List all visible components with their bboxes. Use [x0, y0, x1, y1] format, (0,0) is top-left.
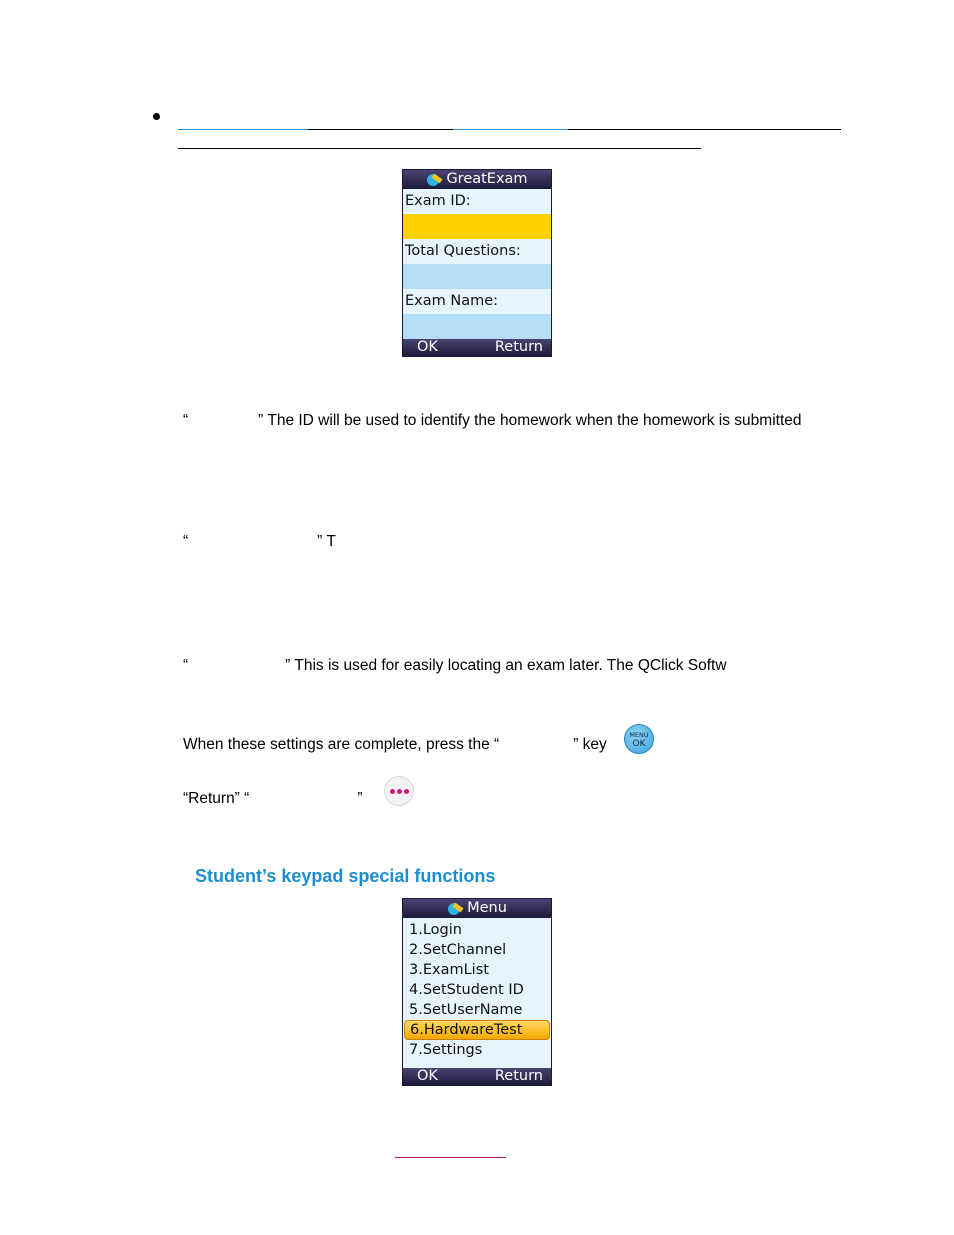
menu-item-setchannel[interactable]: 2.SetChannel: [409, 942, 507, 958]
exam-name-label: Exam Name:: [403, 289, 551, 314]
app-logo-icon: [426, 173, 442, 187]
app-logo-icon: [447, 902, 463, 916]
text-underline-3: [178, 148, 701, 149]
menu-key-label: MENU: [629, 731, 649, 739]
total-questions-label: Total Questions:: [403, 239, 551, 264]
exam-screen-footer: [403, 339, 551, 356]
ok-softkey[interactable]: OK: [417, 339, 438, 355]
paragraph-exam-id: [183, 412, 802, 430]
link-underline-2[interactable]: [453, 129, 568, 130]
menu-screen: [402, 898, 552, 1086]
exam-id-field[interactable]: [403, 214, 551, 239]
menu-screen-title: Menu: [467, 900, 507, 916]
ok-key-label: OK: [632, 739, 646, 749]
settings-complete-text: When these settings are complete, press the “: [183, 736, 500, 753]
close-quote: ”: [357, 790, 363, 807]
ok-softkey[interactable]: OK: [417, 1068, 438, 1084]
dot: [390, 789, 395, 794]
menu-ok-key-icon: [624, 724, 654, 754]
dot: [397, 789, 402, 794]
menu-list: [403, 918, 551, 1060]
return-softkey[interactable]: Return: [494, 339, 543, 355]
menu-item-setusername[interactable]: 5.SetUserName: [409, 1002, 523, 1018]
menu-item-setstudent-id[interactable]: 4.SetStudent ID: [409, 982, 524, 998]
exam-screen-titlebar: [403, 170, 551, 189]
return-softkey[interactable]: Return: [494, 1068, 543, 1084]
menu-screen-footer: [403, 1068, 551, 1085]
bullet-point: [153, 113, 160, 120]
open-quote: “: [183, 657, 189, 674]
return-text: “Return” “: [183, 790, 250, 807]
paragraph-return: [183, 790, 363, 808]
exam-screen-title: GreatExam: [446, 171, 528, 187]
menu-item-examlist[interactable]: 3.ExamList: [409, 962, 489, 978]
open-quote: “: [183, 533, 189, 550]
menu-screen-titlebar: [403, 899, 551, 918]
section-heading: Student’s keypad special functions: [195, 866, 496, 886]
paragraph-settings-complete: [183, 736, 607, 754]
menu-item-login[interactable]: 1.Login: [409, 922, 462, 938]
menu-item-settings[interactable]: 7.Settings: [409, 1042, 483, 1058]
text-underline-1: [308, 129, 453, 130]
text-underline-2: [568, 129, 841, 130]
dot: [404, 789, 409, 794]
menu-item-hardwaretest[interactable]: 6.HardwareTest: [404, 1020, 550, 1040]
exam-id-label: Exam ID:: [403, 189, 551, 214]
key-text: ” key: [573, 736, 607, 753]
exam-name-description: ” This is used for easily locating an exam later. The QClick Softw: [285, 657, 727, 674]
exam-name-field[interactable]: [403, 314, 551, 339]
total-questions-field[interactable]: [403, 264, 551, 289]
exam-id-description: ” The ID will be used to identify the homework when the homework is submitted: [258, 412, 802, 429]
open-quote: “: [183, 412, 189, 429]
link-underline-1[interactable]: [178, 129, 308, 130]
paragraph-exam-name: [183, 657, 727, 675]
total-questions-description: ” T: [317, 533, 336, 550]
exam-settings-screen: [402, 169, 552, 357]
paragraph-total-questions: [183, 533, 336, 551]
link-underline-bottom[interactable]: [395, 1157, 506, 1158]
more-key-icon: [384, 776, 414, 806]
